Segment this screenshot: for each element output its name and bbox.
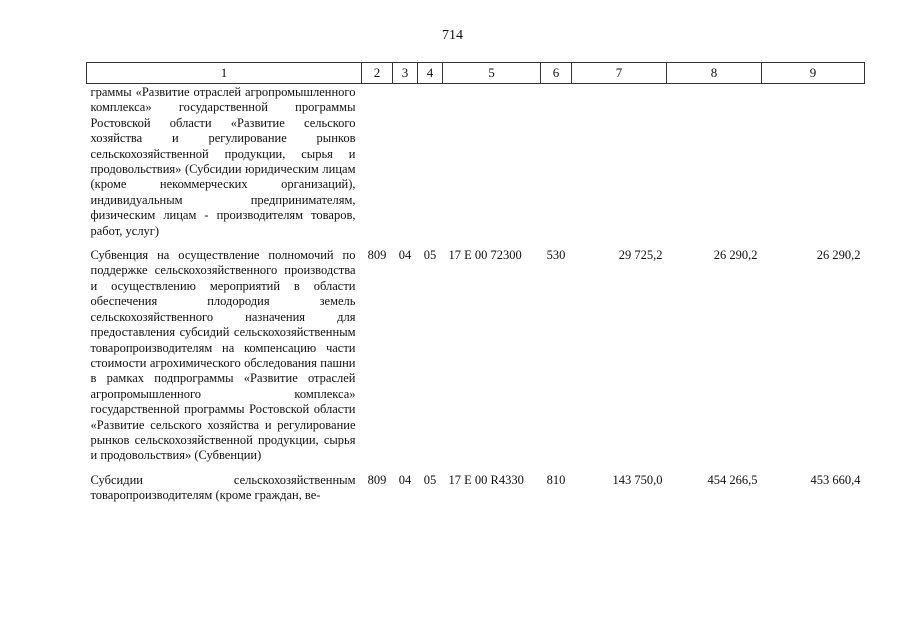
row-amount-1: 29 725,2 (618, 248, 663, 263)
column-header-9: 9 (762, 63, 865, 84)
row-amount-3 (762, 84, 865, 249)
row-expense-type: 810 (546, 472, 566, 487)
row-subsection (418, 84, 443, 249)
column-header-1: 1 (87, 63, 362, 84)
row-target-code (443, 84, 541, 249)
column-header-6: 6 (541, 63, 572, 84)
row-amount-3: 453 660,4 (810, 472, 861, 487)
row-subsection: 05 (423, 472, 437, 487)
column-header-3: 3 (393, 63, 418, 84)
row-subsection: 05 (423, 248, 437, 263)
column-header-7: 7 (572, 63, 667, 84)
column-header-2: 2 (362, 63, 393, 84)
page-number: 714 (442, 28, 463, 43)
budget-table (86, 62, 865, 504)
row-expense-type (541, 84, 572, 249)
row-expense-type: 530 (546, 248, 566, 263)
column-header-5: 5 (443, 63, 541, 84)
row-description: Субвенция на осуществление полномочий по поддержке сельскохозяйственного производства и осуществлению мероприятий в области обеспечения плодородия земель сельскохозяйственного назначения для предоставления субсидий сельскохозяйственным товаропроизводителям на компенсацию части стоимости агрохимического обследования пашни в рамках подпрограммы «Развитие отраслей агропромышленного комплекса» государственной программы Ростовской области «Развитие сельского хозяйства и регулирование рынков сельскохозяйственной продукции, сырья и продовольствия» (Субвенции) (90, 248, 356, 463)
table-header (87, 63, 865, 84)
table-row (87, 248, 865, 473)
row-amount-2: 454 266,5 (707, 472, 758, 487)
row-amount-1 (572, 84, 667, 249)
row-amount-3: 26 290,2 (816, 248, 861, 263)
row-amount-2: 26 290,2 (713, 248, 758, 263)
row-amount-1: 143 750,0 (612, 472, 663, 487)
row-target-code: 17 Е 00 R4330 (448, 472, 524, 487)
row-ministry: 809 (367, 248, 387, 263)
row-amount-2 (667, 84, 762, 249)
row-description: граммы «Развитие отраслей агропромышленного комплекса» государственной программы Ростовской области «Развитие сельского хозяйства и регулирование рынков сельскохозяйственной продукции, сырья и продовольствия» (Субсидии юридическим лицам (кроме некоммерческих организаций), индивидуальным предпринимателям, физическим лицам - производителям товаров, работ, услуг) (90, 85, 356, 238)
row-section: 04 (398, 248, 412, 263)
row-section: 04 (398, 472, 412, 487)
table-row (87, 473, 865, 504)
row-ministry (362, 84, 393, 249)
table-row (87, 84, 865, 249)
row-target-code: 17 Е 00 72300 (448, 248, 522, 263)
row-section (393, 84, 418, 249)
row-description: Субсидии сельскохозяйственным товаропроизводителям (кроме граждан, ве- (90, 472, 356, 503)
row-ministry: 809 (367, 472, 387, 487)
column-header-4: 4 (418, 63, 443, 84)
column-header-8: 8 (667, 63, 762, 84)
